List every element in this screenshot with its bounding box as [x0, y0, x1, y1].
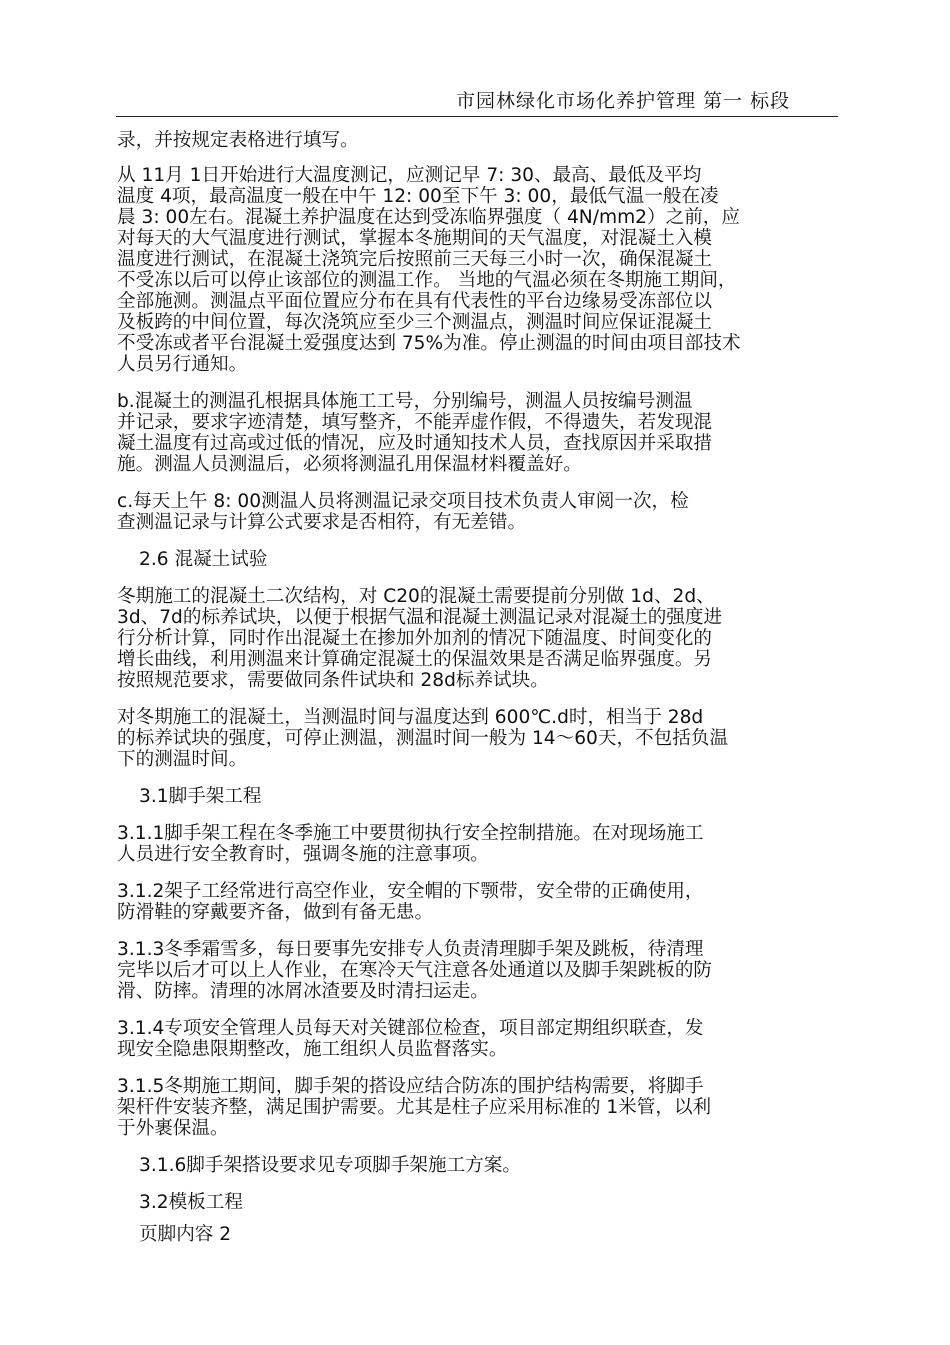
text-line: 查测温记录与计算公式要求是否相符，有无差错。 [117, 512, 527, 533]
text-line: 从 11月 1日开始进行大温度测记，应测记早 7: 30、最高、最低及平均 [117, 165, 702, 186]
text-line: 现安全隐患限期整改，施工组织人员监督落实。 [117, 1039, 508, 1060]
text-line: 3.1.5冬期施工期间，脚手架的搭设应结合防冻的围护结构需要，将脚手 [117, 1076, 704, 1097]
text-line: 完毕以后才可以上人作业，在寒冷天气注意各处通道以及脚手架跳板的防 [117, 960, 713, 981]
text-line: 不受冻或者平台混凝土爱强度达到 75%为准。停止测温的时间由项目部技术 [117, 333, 741, 354]
text-line: c.每天上午 8: 00测温人员将测温记录交项目技术负责人审阅一次，检 [117, 491, 689, 512]
text-line: b.混凝土的测温孔根据具体施工工号，分别编号，测温人员按编号测温 [117, 391, 693, 412]
section-heading: 3.2模板工程 [139, 1192, 243, 1213]
text-line: 3.1.3冬季霜雪多，每日要事先安排专人负责清理脚手架及跳板，待清理 [117, 939, 704, 960]
text-line: 3d、7d的标养试块，以便于根据气温和混凝土测温记录对混凝土的强度进 [117, 607, 723, 628]
text-line: 滑、防摔。清理的冰屑冰渣要及时清扫运走。 [117, 981, 489, 1002]
text-line: 晨 3: 00左右。混凝土养护温度在达到受冻临界强度（ 4N/mm2）之前，应 [117, 207, 740, 228]
text-line: 并记录，要求字迹清楚，填写整齐，不能弄虚作假，不得遗失，若发现混 [117, 412, 713, 433]
paragraph [117, 939, 842, 1002]
paragraph [117, 881, 842, 923]
page-footer: 页脚内容 2 [139, 1224, 232, 1245]
paragraph [117, 586, 842, 691]
section-heading: 3.1.6脚手架搭设要求见专项脚手架施工方案。 [139, 1155, 521, 1176]
document-body [117, 130, 842, 1229]
text-line: 3.1.4专项安全管理人员每天对关键部位检查，项目部定期组织联查，发 [117, 1018, 704, 1039]
text-line: 下的测温时间。 [117, 749, 248, 770]
text-line: 3.1.2架子工经常进行高空作业，安全帽的下颚带，安全带的正确使用， [117, 881, 704, 902]
paragraph [117, 491, 842, 533]
header-divider [116, 116, 838, 117]
paragraph [117, 823, 842, 865]
text-line: 温度进行测试，在混凝土浇筑完后按照前三天每三小时一次，确保混凝土 [117, 249, 713, 270]
text-line: 施。测温人员测温后，必须将测温孔用保温材料覆盖好。 [117, 454, 582, 475]
text-line: 不受冻以后可以停止该部位的测温工作。 当地的气温必须在冬期施工期间， [117, 270, 737, 291]
text-line: 人员进行安全教育时，强调冬施的注意事项。 [117, 844, 489, 865]
text-line: 对每天的大气温度进行测试，掌握本冬施期间的天气温度，对混凝土入模 [117, 228, 713, 249]
paragraph [117, 165, 842, 375]
text-line: 温度 4项，最高温度一般在中午 12: 00至下午 3: 00，最低气温一般在凌 [117, 186, 719, 207]
text-line: 对冬期施工的混凝土，当测温时间与温度达到 600℃.d时，相当于 28d [117, 707, 704, 728]
section-heading: 3.1脚手架工程 [139, 786, 262, 807]
paragraph [117, 391, 842, 475]
text-line: 人员另行通知。 [117, 354, 248, 375]
text-line: 全部施测。测温点平面位置应分布在具有代表性的平台边缘易受冻部位以 [117, 291, 713, 312]
page-header: 市园林绿化市场化养护管理 第一 标段 [456, 90, 791, 112]
paragraph [117, 1076, 842, 1139]
text-line: 及板跨的中间位置，每次浇筑应至少三个测温点，测温时间应保证混凝土 [117, 312, 713, 333]
text-line: 3.1.1脚手架工程在冬季施工中要贯彻执行安全控制措施。在对现场施工 [117, 823, 704, 844]
text-line: 行分析计算，同时作出混凝土在掺加外加剂的情况下随温度、时间变化的 [117, 628, 713, 649]
text-line: 凝土温度有过高或过低的情况，应及时通知技术人员，查找原因并采取措 [117, 433, 713, 454]
text-line: 录，并按规定表格进行填写。 [117, 130, 359, 151]
text-line: 冬期施工的混凝土二次结构，对 C20的混凝土需要提前分别做 1d、2d、 [117, 586, 715, 607]
text-line: 增长曲线，利用测温来计算确定混凝土的保温效果是否满足临界强度。另 [117, 649, 713, 670]
text-line: 架杆件安装齐整，满足围护需要。尤其是柱子应采用标准的 1米管，以利 [117, 1097, 712, 1118]
text-line: 按照规范要求，需要做同条件试块和 28d标养试块。 [117, 670, 549, 691]
paragraph [117, 1018, 842, 1060]
text-line: 防滑鞋的穿戴要齐备，做到有备无患。 [117, 902, 434, 923]
paragraph [117, 130, 842, 151]
text-line: 的标养试块的强度，可停止测温，测温时间一般为 14～60天，不包括负温 [117, 728, 729, 749]
section-heading: 2.6 混凝土试验 [139, 549, 268, 570]
paragraph [117, 707, 842, 770]
text-line: 于外裹保温。 [117, 1118, 229, 1139]
